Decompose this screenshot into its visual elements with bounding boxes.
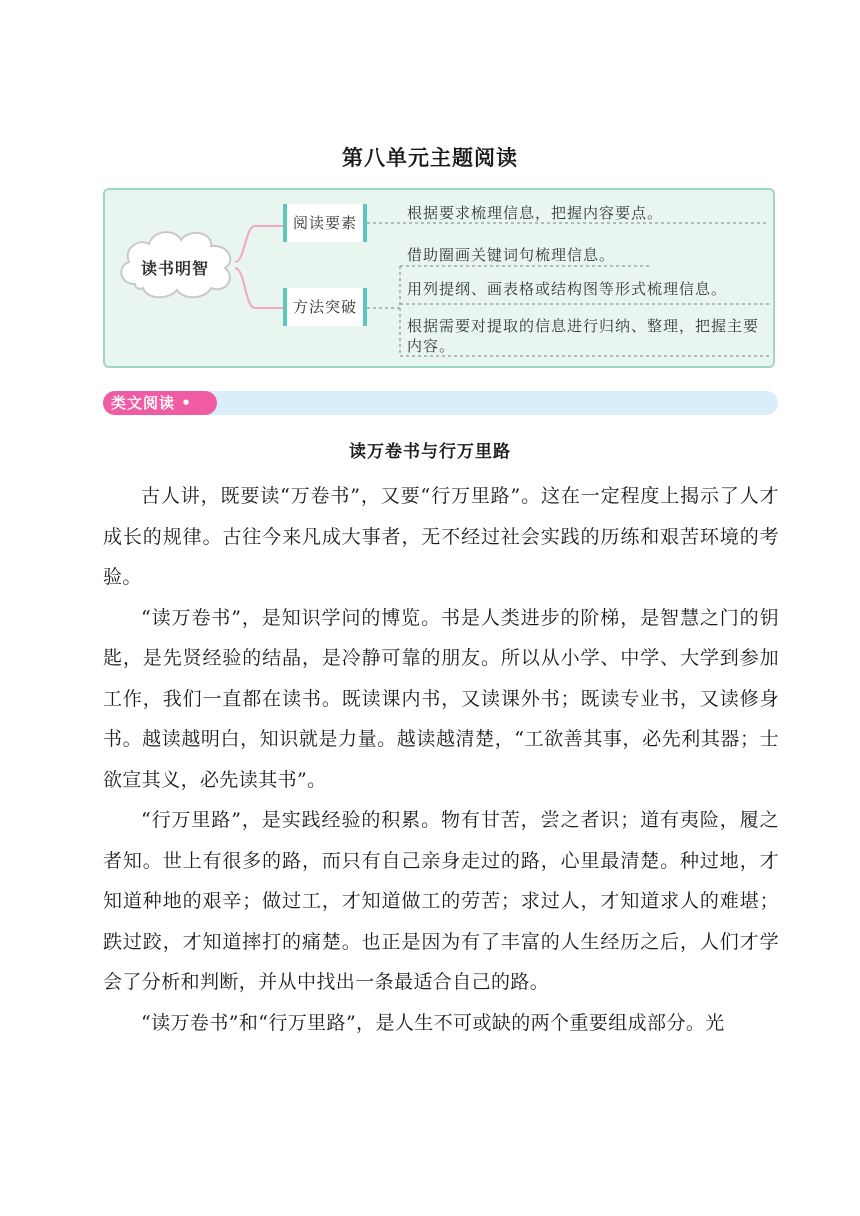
leaf-item: 根据需要对提取的信息进行归纳、整理，把握主要内容。 [407, 317, 760, 355]
mind-map-box [103, 188, 775, 368]
section-tag: 类文阅读 • [103, 391, 217, 415]
leaf-item: 用列提纲、画表格或结构图等形式梳理信息。 [407, 280, 728, 298]
article-title: 读万卷书与行万里路 [349, 442, 511, 462]
article-body [103, 476, 779, 1043]
leaf-item: 根据要求梳理信息，把握内容要点。 [407, 204, 664, 222]
article-paragraph: “读万卷书”和“行万里路”，是人生不可或缺的两个重要组成部分。光 [141, 1011, 725, 1034]
page-title: 第八单元主题阅读 [342, 146, 518, 170]
article-paragraph: “行万里路”，是实践经验的积累。物有甘苦，尝之者识；道有夷险，履之者知。世上有很多的路，而只有自己亲身走过的路，心里最清楚。种过地，才知道种地的艰辛；做过工，才知道做工的劳苦；求过人，才知道求人的难堪；跌过跤，才知道摔打的痛楚。也正是因为有了丰富的人生经历之后，人们才学会了分析和判断，并从中找出一条最适合自己的路。 [103, 809, 779, 993]
article-paragraph: “读万卷书”，是知识学问的博览。书是人类进步的阶梯，是智慧之门的钥匙，是先贤经验的结晶，是冷静可靠的朋友。所以从小学、中学、大学到参加工作，我们一直都在读书。既读课内书，又读课外书；既读专业书，又读修身书。越读越明白，知识就是力量。越读越清楚，“工欲善其事，必先利其器；士欲宣其义，必先读其书”。 [103, 606, 779, 791]
leaf-item: 借助圈画关键词句梳理信息。 [407, 246, 616, 264]
section-header-bar [103, 391, 778, 415]
branch-node-reading-elements: 阅读要素 [283, 204, 367, 242]
branch-node-method-breakthrough: 方法突破 [283, 288, 367, 326]
article-paragraph: 古人讲，既要读“万卷书”，又要“行万里路”。这在一定程度上揭示了人才成长的规律。古往今来凡成大事者，无不经过社会实践的历练和艰苦环境的考验。 [103, 485, 779, 588]
mind-map-root: 读书明智 [140, 259, 209, 278]
